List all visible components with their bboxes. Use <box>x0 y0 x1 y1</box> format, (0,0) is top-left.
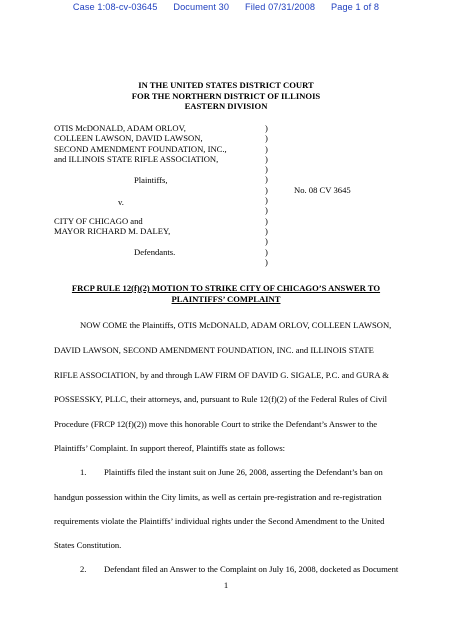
court-line-3: EASTERN DIVISION <box>184 101 268 111</box>
paren: ) <box>265 174 268 185</box>
filing-stamp <box>0 2 452 12</box>
defendant-line: CITY OF CHICAGO and <box>54 216 143 226</box>
paren: ) <box>265 133 268 144</box>
court-heading <box>0 80 452 112</box>
paren: ) <box>265 153 268 164</box>
motion-title-line-1: FRCP RULE 12(f)(2) MOTION TO STRIKE CITY OF CHICAGO’S ANSWER TO <box>71 283 381 293</box>
case-number: No. 08 CV 3645 <box>294 185 351 195</box>
paren: ) <box>265 225 268 236</box>
paren: ) <box>265 246 268 257</box>
caption-parentheses <box>265 123 268 267</box>
plaintiff-line: COLLEEN LAWSON, DAVID LAWSON, <box>54 133 203 144</box>
intro-line: Plaintiffs’ Complaint. In support thereof, Plaintiffs state as follows: <box>54 443 286 453</box>
paren: ) <box>265 143 268 154</box>
intro-line: NOW COME the Plaintiffs, OTIS McDONALD, ADAM ORLOV, COLLEEN LAWSON, <box>80 320 392 330</box>
plaintiff-line: SECOND AMENDMENT FOUNDATION, INC., <box>54 143 227 154</box>
intro-line: POSSESSKY, PLLC, their attorneys, and, pursuant to Rule 12(f)(2) of the Federal Rules of Civil <box>54 394 388 404</box>
paren: ) <box>265 184 268 195</box>
paren: ) <box>265 205 268 216</box>
plaintiff-line: and ILLINOIS STATE RIFLE ASSOCIATION, <box>54 153 219 164</box>
stamp-document: Document 30 <box>173 2 230 12</box>
plaintiffs-names <box>54 123 227 164</box>
paren: ) <box>265 164 268 175</box>
court-line-1: IN THE UNITED STATES DISTRICT COURT <box>138 80 314 90</box>
motion-title-line-2: PLAINTIFFS’ COMPLAINT <box>171 294 281 304</box>
paren: ) <box>265 215 268 226</box>
paragraph-1-line: States Constitution. <box>54 540 122 550</box>
defendants-label: Defendants. <box>134 247 176 257</box>
intro-line: RIFLE ASSOCIATION, by and through LAW FIRM OF DAVID G. SIGALE, P.C. and GURA & <box>54 370 389 380</box>
paragraph-1-line: handgun possession within the City limits, as well as certain pre-registration and re-registration <box>54 492 382 502</box>
paren: ) <box>265 195 268 206</box>
paragraph-1-line: Plaintiffs filed the instant suit on June 26, 2008, asserting the Defendant’s ban on <box>104 467 383 477</box>
stamp-case: Case 1:08-cv-03645 <box>72 2 158 12</box>
paragraph-number: 1. <box>80 467 87 477</box>
paren: ) <box>265 236 268 247</box>
intro-line: DAVID LAWSON, SECOND AMENDMENT FOUNDATION, INC. and ILLINOIS STATE <box>54 345 374 355</box>
plaintiff-line: OTIS McDONALD, ADAM ORLOV, <box>54 123 186 133</box>
page-number: 1 <box>223 580 229 590</box>
paragraph-number: 2. <box>80 564 87 574</box>
motion-title <box>40 283 412 305</box>
court-line-2: FOR THE NORTHERN DISTRICT OF ILLINOIS <box>131 90 321 101</box>
defendant-line: MAYOR RICHARD M. DALEY, <box>54 226 171 237</box>
stamp-page: Page 1 of 8 <box>331 2 380 12</box>
defendants-names <box>54 216 170 237</box>
paren: ) <box>265 256 268 267</box>
stamp-filed: Filed 07/31/2008 <box>245 2 316 12</box>
versus-label: v. <box>118 197 124 207</box>
paragraph-1-line: requirements violate the Plaintiffs’ individual rights under the Second Amendment to the United <box>54 516 385 526</box>
intro-line: Procedure (FRCP 12(f)(2)) move this honorable Court to strike the Defendant’s Answer to the <box>54 419 378 429</box>
paren: ) <box>265 123 268 133</box>
plaintiffs-label: Plaintiffs, <box>134 175 168 185</box>
paragraph-2-line: Defendant filed an Answer to the Complaint on July 16, 2008, docketed as Document <box>104 564 399 574</box>
